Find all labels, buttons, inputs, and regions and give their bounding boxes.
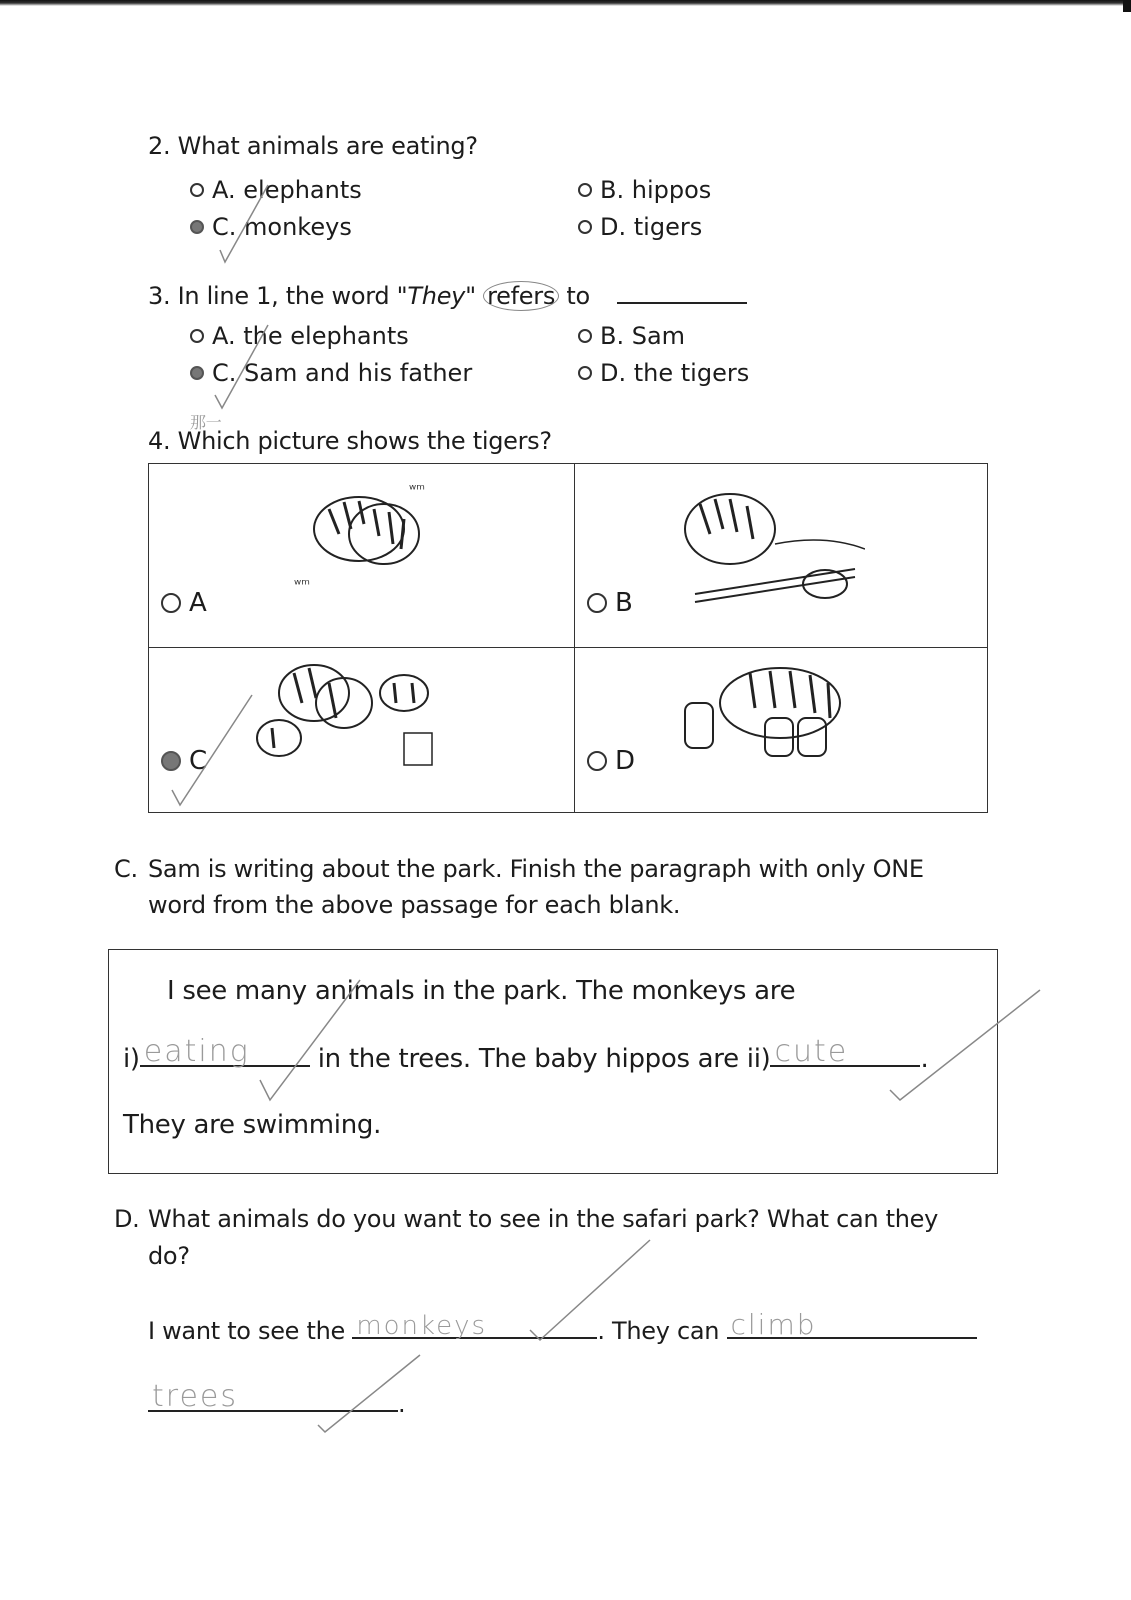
q2-option-b[interactable] <box>578 176 711 204</box>
option-text: the tigers <box>633 359 750 387</box>
option-text: elephants <box>243 176 362 204</box>
radio-bubble-filled[interactable] <box>190 220 204 234</box>
section-d-label: D. <box>114 1205 140 1233</box>
option-letter: A <box>189 588 207 618</box>
q2-option-a[interactable] <box>190 176 362 204</box>
question-4-prompt <box>148 427 552 455</box>
option-letter: C. <box>212 213 237 241</box>
svg-text:ʷᵐ: ʷᵐ <box>294 577 310 593</box>
picture-cell-b[interactable] <box>575 464 987 648</box>
handwritten-answer: monkeys <box>356 1311 488 1341</box>
scan-edge-shadow <box>0 0 1131 6</box>
option-text: monkeys <box>244 213 352 241</box>
question-text: What animals are eating? <box>177 132 478 160</box>
tiger-picture-a <box>289 474 459 594</box>
q3-option-b[interactable] <box>578 322 685 350</box>
radio-bubble[interactable] <box>587 751 607 771</box>
blank-2-input[interactable] <box>770 1034 920 1069</box>
handwritten-answer: cute <box>774 1034 849 1069</box>
option-letter: C. <box>212 359 237 387</box>
q3-option-a[interactable] <box>190 322 409 350</box>
tiger-picture-b <box>675 484 865 614</box>
option-b-label[interactable] <box>587 588 633 618</box>
question-number: 3. <box>148 282 171 310</box>
paragraph-line-1: I see many animals in the park. The monkeys are <box>167 976 796 1006</box>
radio-bubble[interactable] <box>587 593 607 613</box>
option-text: hippos <box>631 176 712 204</box>
ability-answer-input[interactable] <box>727 1308 977 1341</box>
handwritten-answer: climb <box>730 1308 817 1341</box>
q3-option-c[interactable] <box>190 359 472 387</box>
option-letter: B. <box>600 176 625 204</box>
option-text: Sam and his father <box>244 359 473 387</box>
radio-bubble[interactable] <box>578 220 592 234</box>
option-text: Sam <box>631 322 686 350</box>
svg-text:ʷᵐ: ʷᵐ <box>409 482 425 498</box>
option-d-label[interactable] <box>587 746 635 776</box>
paragraph-line-2 <box>123 1034 929 1074</box>
radio-bubble[interactable] <box>190 183 204 197</box>
option-letter: D. <box>600 213 627 241</box>
period: . <box>398 1390 406 1418</box>
picture-choice-grid <box>148 463 988 813</box>
radio-bubble[interactable] <box>578 329 592 343</box>
question-3-prompt: 3. In line 1, the word "They" refers to <box>148 280 747 310</box>
handwritten-answer: eating <box>143 1034 250 1069</box>
radio-bubble[interactable] <box>578 366 592 380</box>
radio-bubble[interactable] <box>161 593 181 613</box>
section-c-instruction-2: word from the above passage for each blank. <box>148 891 681 919</box>
section-c-label: C. <box>114 855 138 883</box>
handwritten-note: 那一 <box>190 413 222 432</box>
option-a-label[interactable] <box>161 588 207 618</box>
tiger-picture-d <box>680 663 855 758</box>
question-text-end: to <box>566 282 590 310</box>
picture-cell-d[interactable] <box>575 648 987 812</box>
question-number: 4. <box>148 427 171 455</box>
section-c-instruction-1: Sam is writing about the park. Finish the paragraph with only ONE <box>148 855 924 883</box>
picture-cell-c[interactable] <box>149 648 575 812</box>
sentence-start: I want to see the <box>148 1317 345 1345</box>
radio-bubble-filled[interactable] <box>190 366 204 380</box>
paragraph-line-3: They are swimming. <box>123 1110 382 1140</box>
question-number: 2. <box>148 132 171 160</box>
scan-edge-corner <box>1123 0 1131 12</box>
circled-word: refers <box>483 281 559 311</box>
tiger-picture-c <box>244 658 454 768</box>
quoted-word: They <box>407 282 466 310</box>
section-d-answer-line-2 <box>148 1379 406 1418</box>
question-text: In line 1, the word " <box>177 282 408 310</box>
option-text: the elephants <box>243 322 409 350</box>
option-c-label[interactable] <box>161 746 207 776</box>
blank-1-input[interactable] <box>140 1034 310 1069</box>
sentence-mid: . They can <box>597 1317 720 1345</box>
section-d-question-1: What animals do you want to see in the safari park? What can they <box>148 1205 939 1233</box>
radio-bubble[interactable] <box>190 329 204 343</box>
period: . <box>920 1044 929 1074</box>
option-letter: A. <box>212 322 236 350</box>
q3-option-d[interactable] <box>578 359 749 387</box>
blank-1-label: i) <box>123 1044 140 1074</box>
option-letter: D <box>615 746 636 776</box>
section-d-answer-line <box>148 1308 977 1345</box>
paragraph-box <box>108 949 998 1174</box>
section-d-question-2: do? <box>148 1242 190 1270</box>
answer-blank[interactable] <box>617 280 747 304</box>
option-letter: B. <box>600 322 625 350</box>
option-text: tigers <box>633 213 703 241</box>
option-letter: B <box>615 588 633 618</box>
handwritten-answer: trees <box>152 1379 238 1414</box>
option-letter: C <box>189 746 208 776</box>
animal-answer-input[interactable] <box>352 1311 597 1341</box>
radio-bubble[interactable] <box>578 183 592 197</box>
option-letter: D. <box>600 359 627 387</box>
picture-cell-a[interactable] <box>149 464 575 648</box>
radio-bubble-filled[interactable] <box>161 751 181 771</box>
question-text: Which picture shows the tigers? <box>177 427 552 455</box>
option-letter: A. <box>212 176 236 204</box>
q2-option-d[interactable] <box>578 213 702 241</box>
q2-option-c[interactable] <box>190 213 352 241</box>
question-2-prompt <box>148 132 478 160</box>
ability-answer-continued[interactable] <box>148 1379 398 1414</box>
paragraph-middle-text: in the trees. The baby hippos are ii) <box>317 1044 771 1074</box>
